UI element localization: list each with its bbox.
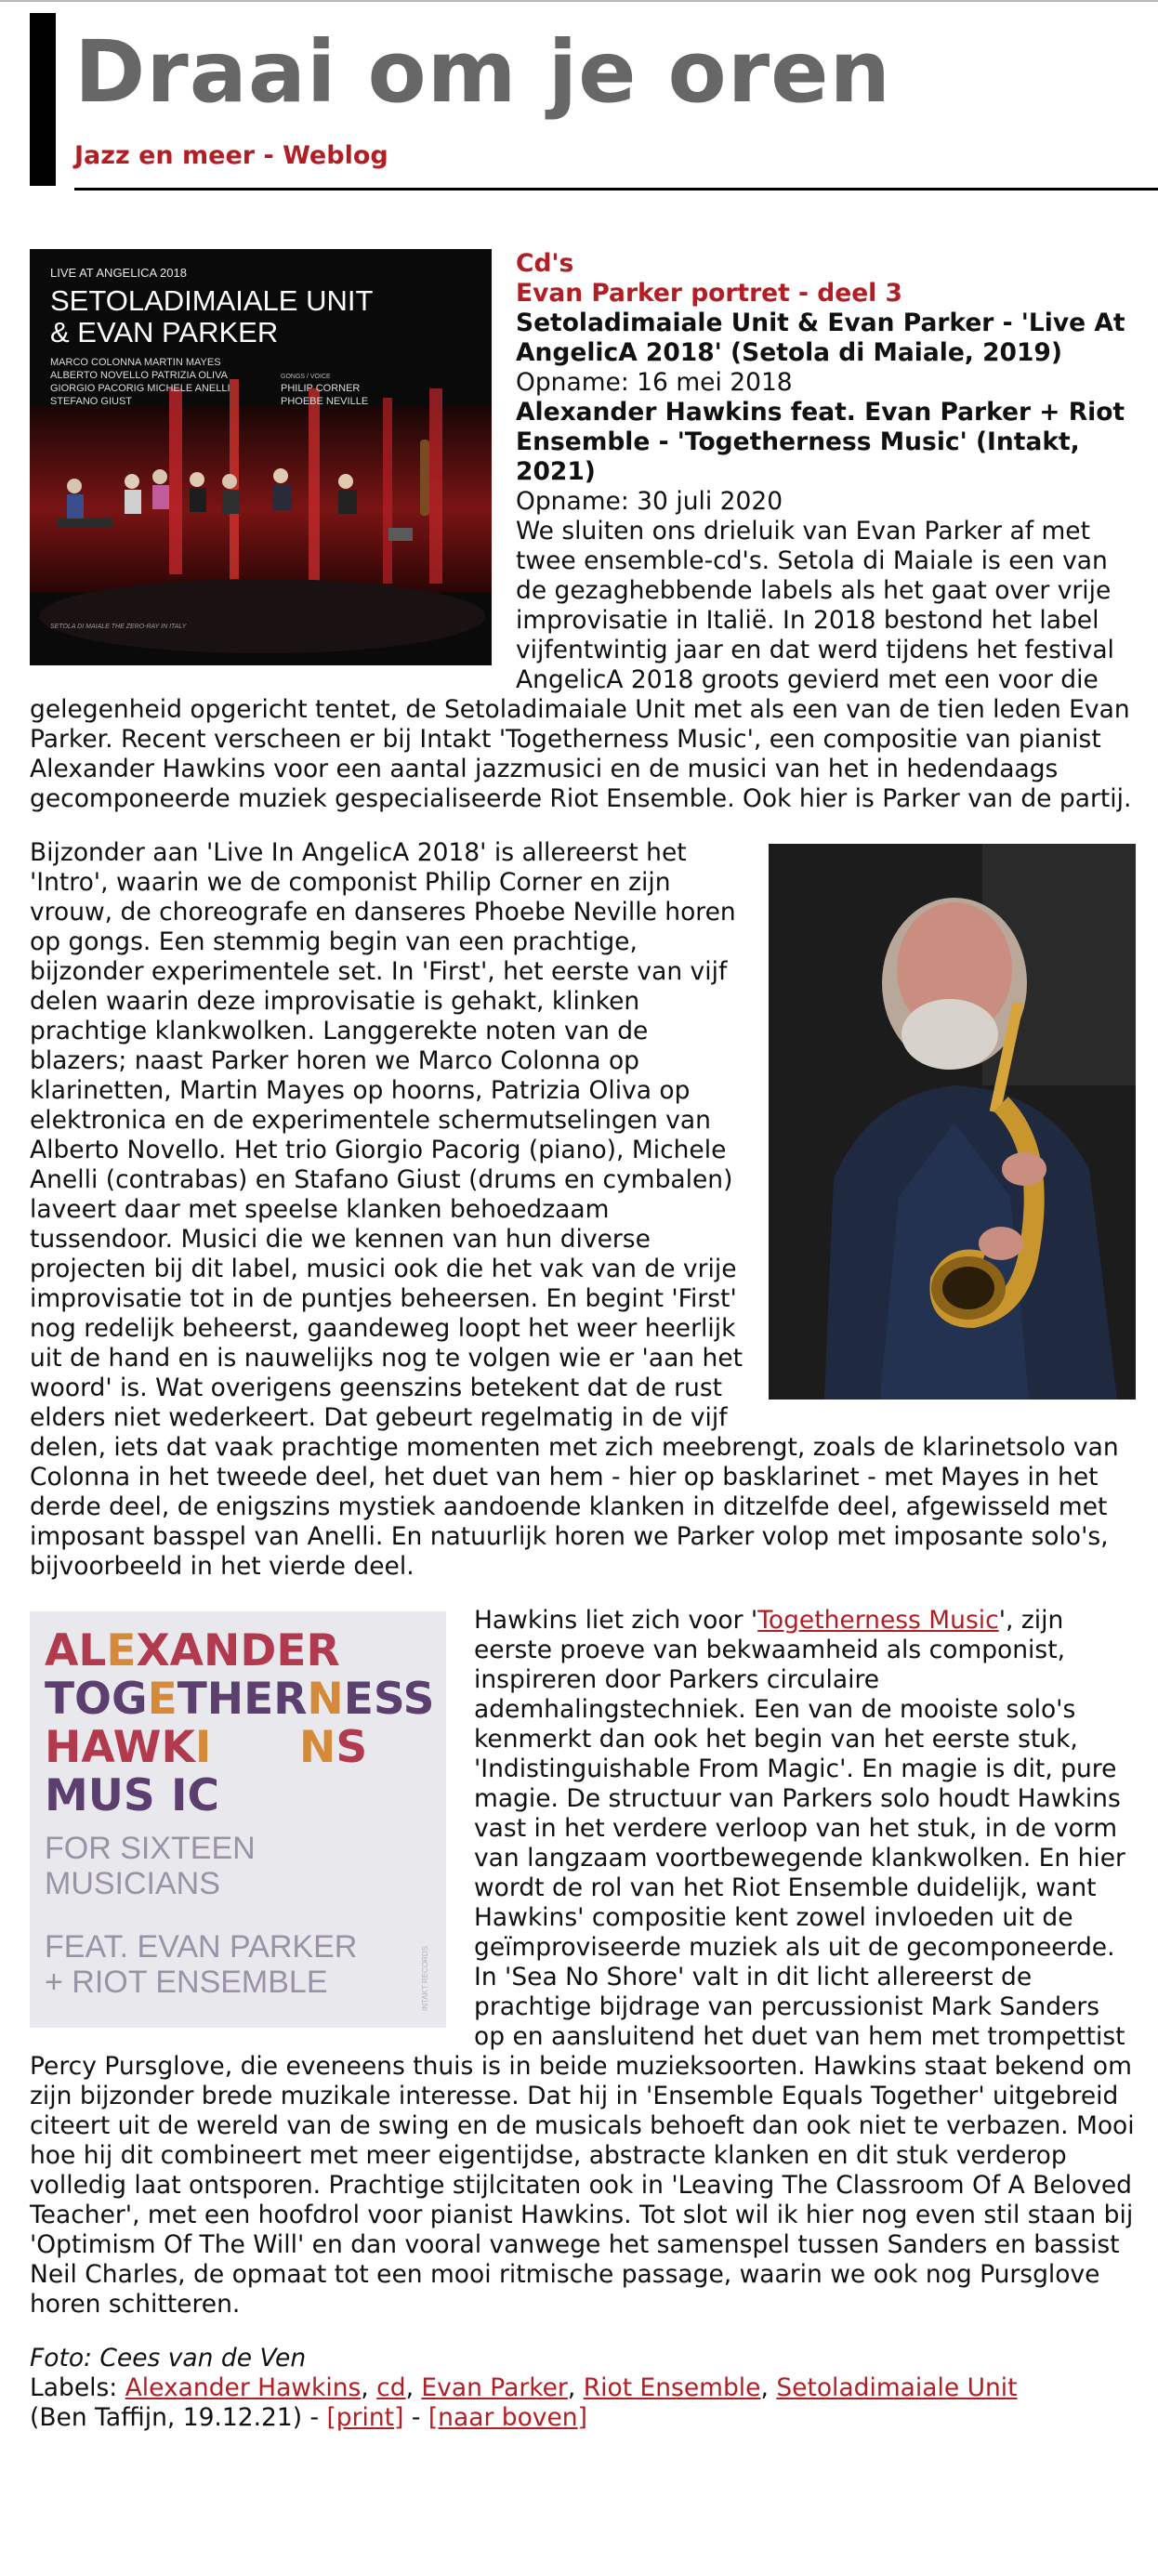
album-cover-togetherness-music — [30, 1611, 446, 2028]
cover1-guests-label: GONGS / VOICE — [281, 374, 331, 380]
album2-recorded: Opname: 30 juli 2020 — [516, 487, 783, 516]
saxophonist-image — [769, 844, 1136, 1400]
cover2-row-3: HAWKI NS — [45, 1722, 368, 1773]
album1-heading: Setoladimaiale Unit & Evan Parker - 'Live At AngelicA 2018' (Setola di Maiale, 2019) — [516, 309, 1125, 367]
blog-title[interactable]: Draai om je oren — [74, 22, 891, 122]
post-footer — [30, 2403, 1136, 2433]
album2-heading: Alexander Hawkins feat. Evan Parker + Riot Ensemble - 'Togetherness Music' (Intakt, 2021) — [516, 398, 1125, 486]
post-title: Evan Parker portret - deel 3 — [516, 279, 902, 308]
cover1-names-left-1: MARCO COLONNA MARTIN MAYES — [50, 357, 221, 368]
blog-post — [30, 249, 1136, 2433]
cover1-title-line2: & EVAN PARKER — [50, 316, 279, 348]
cover1-bottom-line: SETOLA DI MAIALE THE ZERO-RAY IN ITALY — [50, 624, 187, 630]
cover2-sub-3: FEAT. EVAN PARKER — [45, 1929, 358, 1965]
togetherness-cover-artwork — [30, 1611, 446, 2028]
togetherness-music-link[interactable]: Togetherness Music — [757, 1606, 999, 1635]
album1-recorded: Opname: 16 mei 2018 — [516, 368, 793, 397]
top-border — [0, 0, 1158, 2]
back-to-top-link[interactable]: [naar boven] — [428, 2403, 587, 2432]
concert-stage-artwork — [30, 249, 492, 665]
header-accent-bar — [30, 13, 56, 186]
print-link[interactable]: [print] — [326, 2403, 404, 2432]
header-rule — [74, 188, 1158, 191]
cover1-names-left-4: STEFANO GIUST — [50, 396, 133, 407]
cover2-label: INTAKT RECORDS — [421, 1946, 429, 2011]
paragraph-live-at-angelica: Bijzonder aan 'Live In AngelicA 2018' is allereerst het 'Intro', waarin we de componist Philip Corner en zijn vrouw, de choreografe en danseres Phoebe Neville horen op gongs. Een stemmig begin van een prachtige, bijzonder experimentele set. In 'First', het eerste van vijf delen waarin deze improvisatie is gehakt, klinken prachtige klankwolken. Langgerekte noten van de blazers; naast Parker horen we Marco Colonna op klarinetten, Martin Mayes op hoorns, Patrizia Oliva op elektronica en de experimentele schermutselingen van Alberto Novello. Het trio Giorgio Pacorig (piano), Michele Anelli (contrabas) en Stafano Giust (drums en cymbalen) laveert daar met speelse klanken behoedzaam tussendoor. Musici die we kennen van hun diverse projecten bij dit label, musici ook die het vak van de vrije improvisatie tot in de puntjes beheersen. En begint 'First' nog redelijk beheerst, gaandeweg loopt het weer heerlijk uit de hand en is nauwelijks nog te volgen wie er 'aan het woord' is. Wat overigens geenszins betekent dat de rust elders niet wederkeert. Dat gebeurt regelmatig in de vijf delen, iets dat vaak prachtige momenten met zich meebrengt, zoals de klarinetsolo van Colonna in het tweede deel, het duet van hem - hier op basklarinet - met Mayes in het derde deel, de enigszins mystiek aandoende klanken in ditzelfde deel, afgewisseld met imposant basspel van Anelli. En natuurlijk horen we Parker volop met imposante solo's, bijvoorbeeld in het vierde deel. — [30, 838, 1119, 1581]
cover1-names-left-2: ALBERTO NOVELLO PATRIZIA OLIVA — [50, 370, 228, 381]
cover1-title-line1: SETOLADIMAIALE UNIT — [50, 284, 374, 317]
post-labels: Labels: Alexander Hawkins, cd, Evan Parker, Riot Ensemble, Setoladimaiale Unit — [30, 2373, 1018, 2402]
cover2-sub-4: + RIOT ENSEMBLE — [45, 1965, 328, 2000]
footer-separator: - — [403, 2403, 428, 2432]
cover1-top-line: LIVE AT ANGELICA 2018 — [50, 266, 187, 280]
cover2-sub-1: FOR SIXTEEN — [45, 1831, 256, 1866]
label-link-riot-ensemble[interactable]: Riot Ensemble — [583, 2373, 761, 2402]
cover1-names-right-2: PHOEBE NEVILLE — [281, 396, 369, 407]
para3-after: ', zijn eerste proeve van bekwaamheid als componist, inspireren door Parkers circulaire ademhalingstechniek. Een van de mooiste solo's kenmerkt dan ook het begin van het eerste stuk, 'Indistinguishable From Magic'. En magie is dit, pure magie. De structuur van Parkers solo houdt Hawkins vast in het verdere verloop van het stuk, in de vorm van langzaam voortbewegende klankwolken. En hier wordt de rol van het Riot Ensemble duidelijk, want Hawkins' compositie kent zowel invloeden uit de geïmproviseerde muziek als uit de gecomponeerde. In 'Sea No Shore' valt in dit licht allereerst de prachtige bijdrage van percussionist Mark Sanders op en aansluitend het duet van hem met trompettist Percy Pursglove, die eveneens thuis is in beide muzieksoorten. Hawkins staat bekend om zijn bijzonder brede muzikale interesse. Dat hij in 'Ensemble Equals Together' uitgebreid citeert uit de wereld van de swing en de musicals behoeft dan ook niet te verbazen. Mooi hoe hij dit combineert met meer eigentijdse, abstracte klanken en dit stuk verderop volledig laat ontsporen. Prachtige stijlcitaten ook in 'Leaving The Classroom Of A Beloved Teacher', met een hoofdrol voor pianist Hawkins. Tot slot wil ik hier nog even stil staan bij 'Optimism Of The Will' en dan vooral vanwege het samenspel tussen Sanders en bassist Neil Charles, de opmaat tot een mooi ritmische passage, waarin we ook nog Pursglove horen schitteren. — [30, 1606, 1135, 2319]
post-category: Cd's — [516, 249, 574, 278]
cover1-names-left-3: GIORGIO PACORIG MICHELE ANELLI — [50, 383, 230, 394]
label-link-evan-parker[interactable]: Evan Parker — [421, 2373, 568, 2402]
blog-subtitle: Jazz en meer - Weblog — [74, 141, 388, 170]
cover1-names-right-1: PHILIP CORNER — [281, 383, 361, 394]
album-cover-live-at-angelica — [30, 249, 492, 665]
photo-credit: Foto: Cees van de Ven — [30, 2344, 307, 2372]
blog-header — [30, 13, 1158, 186]
labels-prefix: Labels: — [30, 2373, 125, 2402]
label-link-cd[interactable]: cd — [376, 2373, 406, 2402]
cover2-row-1: ALEXANDER — [45, 1625, 340, 1676]
label-link-alexander-hawkins[interactable]: Alexander Hawkins — [125, 2373, 362, 2402]
cover2-sub-2: MUSICIANS — [45, 1866, 220, 1901]
cover2-row-2: TOGETHERNESS — [45, 1674, 435, 1725]
evan-parker-photo — [769, 844, 1136, 1400]
intro-paragraph: We sluiten ons drieluik van Evan Parker af met twee ensemble-cd's. Setola di Maiale is een van de gezaghebbende labels als het gaat over vrije improvisatie in Italië. In 2018 bestond het label vijfentwintig jaar en dat werd tijdens het festival AngelicA 2018 groots gevierd met een voor die gelegenheid opgericht tentet, de Setoladimaiale Unit met als een van de tien leden Evan Parker. Recent verscheen er bij Intakt 'Togetherness Music', een compositie van pianist Alexander Hawkins voor een aantal jazzmusici en de musici van het in hedendaags gecomponeerde muziek gespecialiseerde Riot Ensemble. Ook hier is Parker van de partij. — [30, 517, 1132, 813]
label-link-setoladimaiale-unit[interactable]: Setoladimaiale Unit — [776, 2373, 1018, 2402]
author-date: (Ben Taffijn, 19.12.21) - — [30, 2403, 327, 2432]
para3-before: Hawkins liet zich voor ' — [474, 1606, 758, 1635]
cover2-row-4: MUS IC — [45, 1770, 219, 1821]
